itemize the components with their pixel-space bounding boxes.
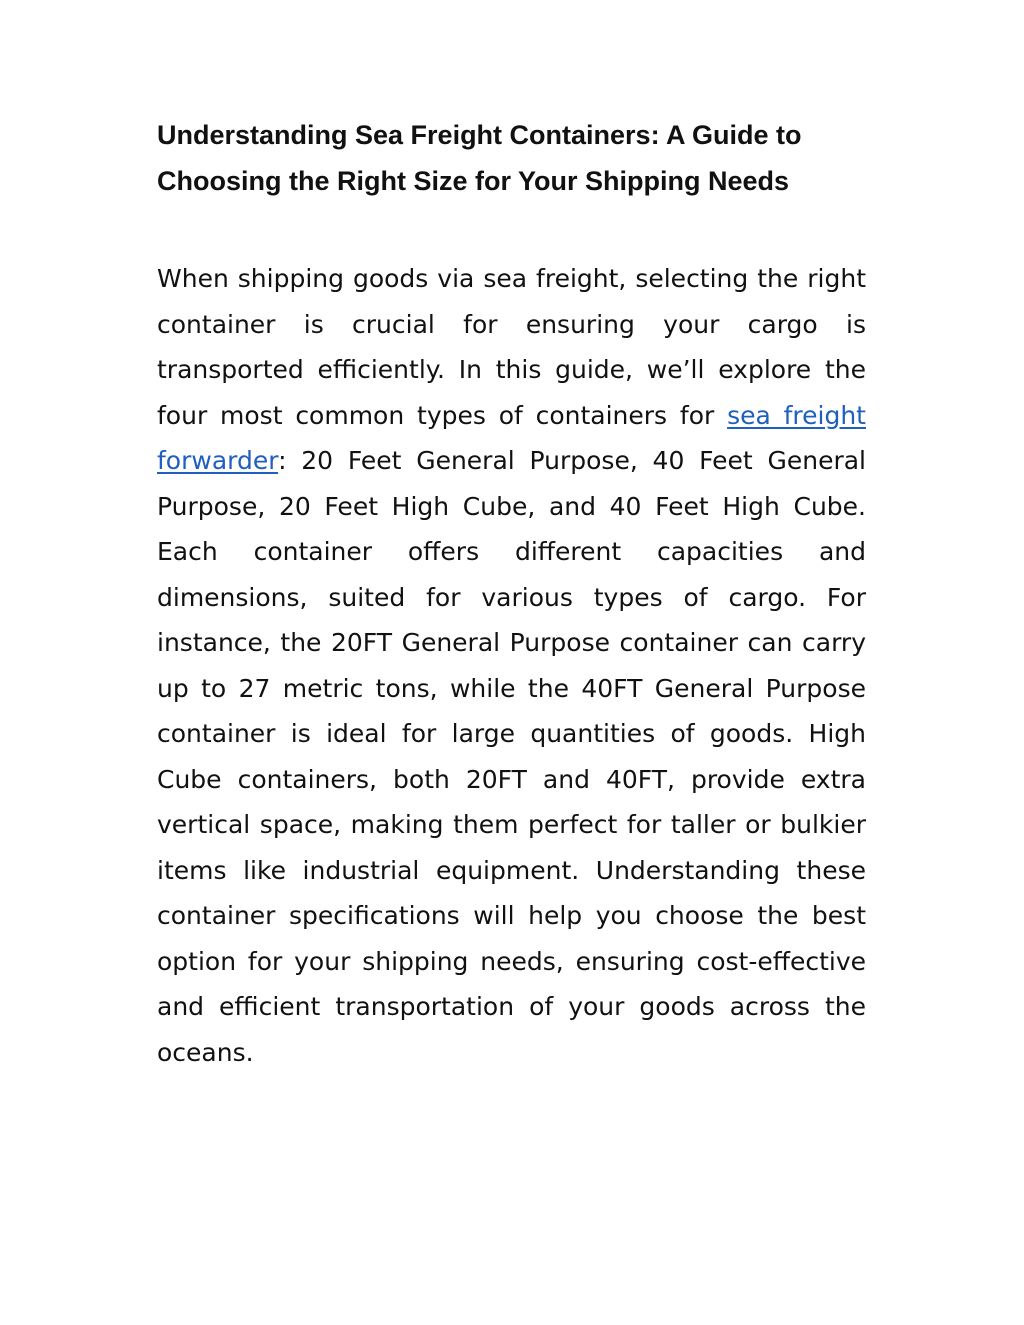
paragraph-text-before-link: When shipping goods via sea freight, selecting the right container is crucial for ensuring your cargo is transported efficiently. In this guide, we’ll explore the four most common types of containers for [157, 264, 866, 430]
document-title: Understanding Sea Freight Containers: A Guide to Choosing the Right Size for Your Shipping Needs [157, 120, 802, 196]
sea-freight-forwarder-link[interactable]: sea freight forwarder [157, 400, 866, 475]
document-content [157, 112, 866, 1075]
body-paragraph [157, 256, 866, 1075]
paragraph-text-after-link: : 20 Feet General Purpose, 40 Feet General Purpose, 20 Feet High Cube, and 40 Feet High Cube. Each container offers different capacities and dimensions, suited for various types of cargo. For instance, the 20FT General Purpose container can carry up to 27 metric tons, while the 40FT General Purpose container is ideal for large quantities of goods. High Cube containers, both 20FT and 40FT, provide extra vertical space, making them perfect for taller or bulkier items like industrial equipment. Understanding these container specifications will help you choose the best option for your shipping needs, ensuring cost-effective and efficient transportation of your goods across the oceans. [157, 446, 866, 1067]
